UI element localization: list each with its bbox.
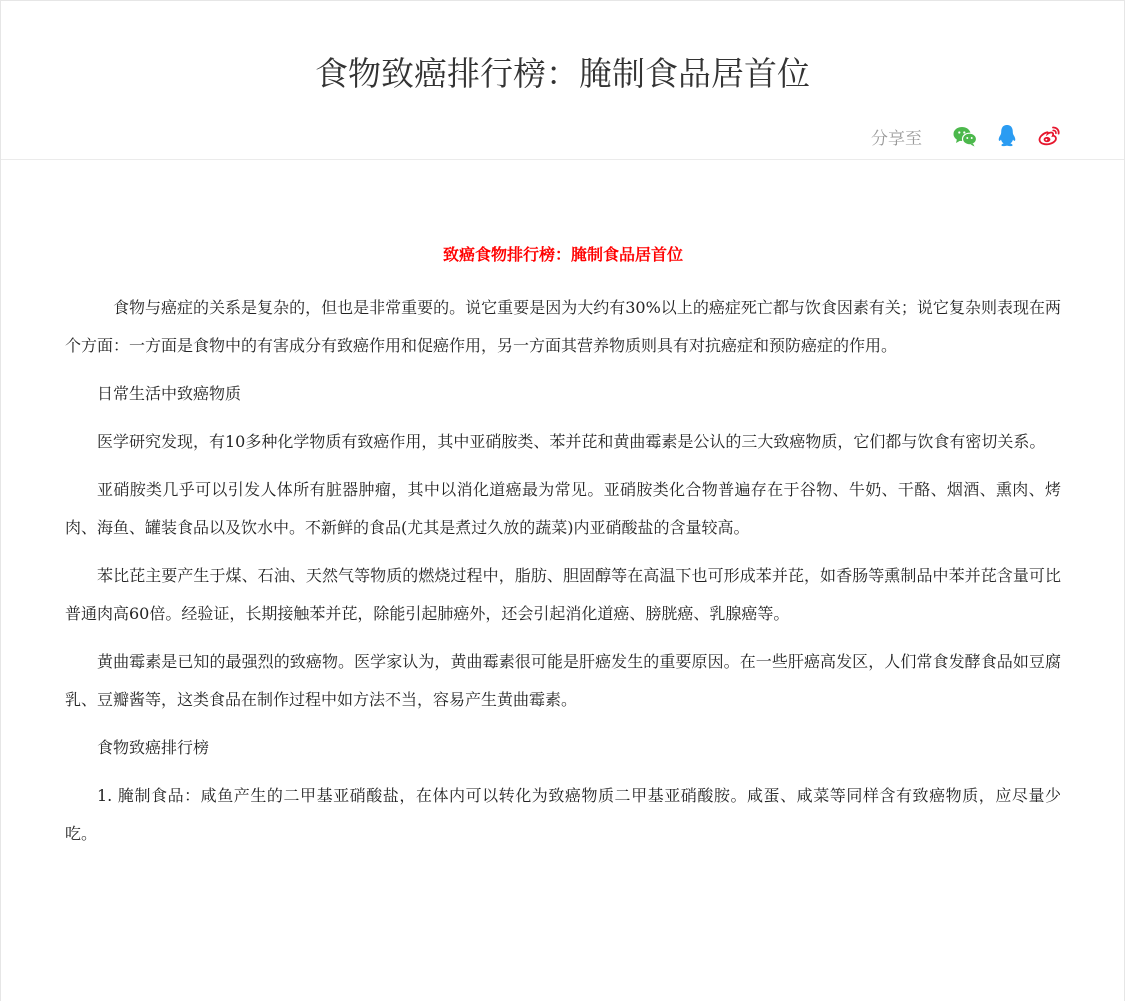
section-heading: 日常生活中致癌物质	[97, 384, 242, 403]
article-header	[1, 1, 1124, 160]
weibo-icon[interactable]	[1036, 123, 1062, 149]
wechat-icon[interactable]	[952, 123, 978, 149]
article-body	[65, 241, 1061, 863]
paragraph: 黄曲霉素是已知的最强烈的致癌物。医学家认为，黄曲霉素很可能是肝癌发生的重要原因。在一些肝癌高发区，人们常食发酵食品如豆腐乳、豆瓣酱等，这类食品在制作过程中如方法不当，容易产生黄曲霉素。	[65, 652, 1061, 709]
share-label: 分享至	[871, 128, 922, 149]
share-bar	[871, 121, 1062, 151]
page-title: 食物致癌排行榜：腌制食品居首位	[315, 54, 810, 93]
section-heading: 食物致癌排行榜	[97, 738, 210, 757]
paragraph: 苯比芘主要产生于煤、石油、天然气等物质的燃烧过程中，脂肪、胆固醇等在高温下也可形成苯并芘，如香肠等熏制品中苯并芘含量可比普通肉高60倍。经验证，长期接触苯并芘，除能引起肺癌外，还会引起消化道癌、膀胱癌、乳腺癌等。	[65, 566, 1061, 623]
article-heading: 致癌食物排行榜：腌制食品居首位	[442, 245, 683, 264]
paragraph: 食物与癌症的关系是复杂的，但也是非常重要的。说它重要是因为大约有30%以上的癌症死亡都与饮食因素有关；说它复杂则表现在两个方面：一方面是食物中的有害成分有致癌作用和促癌作用，另一方面其营养物质则具有对抗癌症和预防癌症的作用。	[65, 298, 1061, 355]
paragraph: 医学研究发现，有10多种化学物质有致癌作用，其中亚硝胺类、苯并芘和黄曲霉素是公认的三大致癌物质，它们都与饮食有密切关系。	[97, 432, 1046, 451]
qq-icon[interactable]	[994, 123, 1020, 149]
list-item: 1. 腌制食品：咸鱼产生的二甲基亚硝酸盐，在体内可以转化为致癌物质二甲基亚硝酸胺。咸蛋、咸菜等同样含有致癌物质，应尽量少吃。	[65, 786, 1061, 843]
paragraph: 亚硝胺类几乎可以引发人体所有脏器肿瘤，其中以消化道癌最为常见。亚硝胺类化合物普遍存在于谷物、牛奶、干酪、烟酒、熏肉、烤肉、海鱼、罐装食品以及饮水中。不新鲜的食品(尤其是煮过久放的蔬菜)内亚硝酸盐的含量较高。	[65, 480, 1061, 537]
